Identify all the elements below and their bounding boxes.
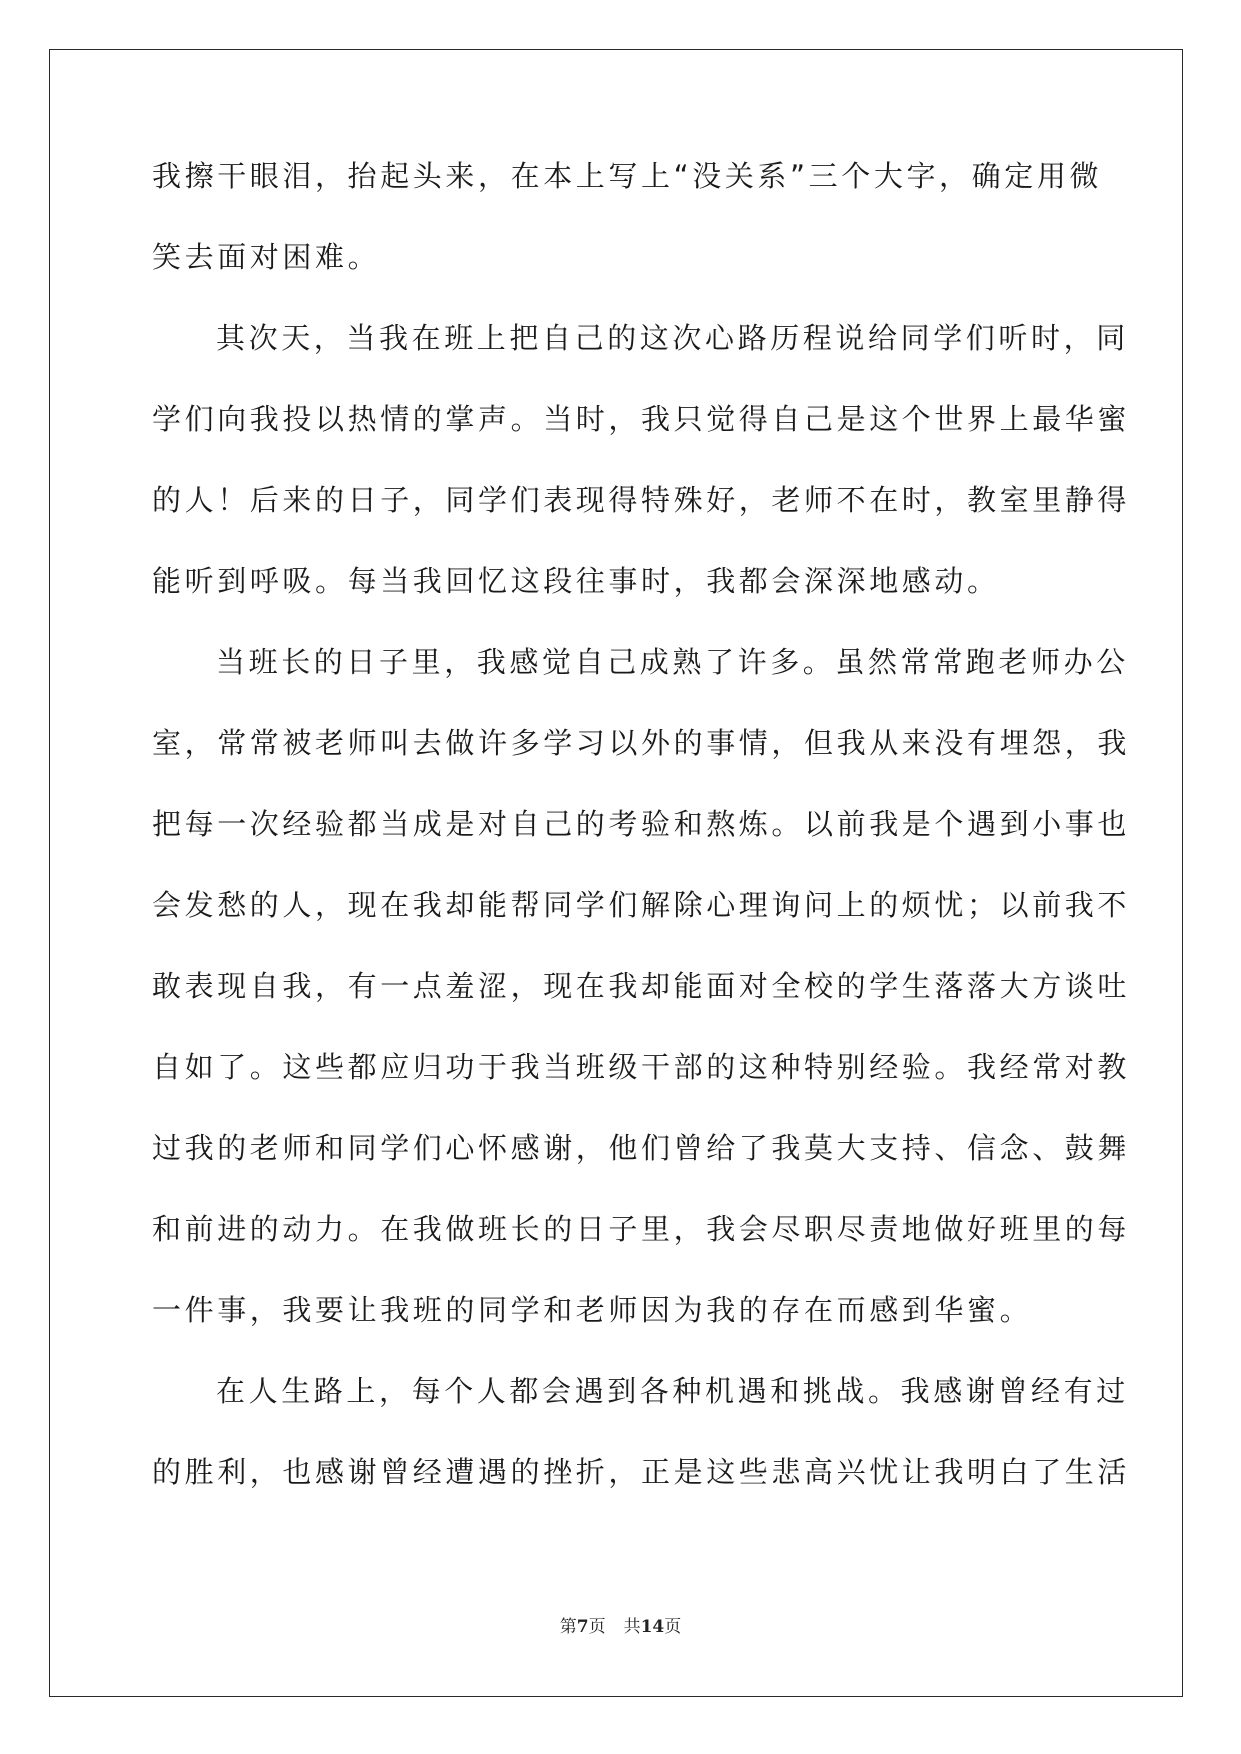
text-line: 学们向我投以热情的掌声。当时，我只觉得自己是这个世界上最华蜜: [152, 402, 1131, 436]
paragraph-start-line: 在人生路上，每个人都会遇到各种机遇和挑战。我感谢曾经有过: [216, 1374, 1129, 1408]
text-line: 笑去面对困难。: [152, 240, 381, 274]
text-line: 一件事，我要让我班的同学和老师因为我的存在而感到华蜜。: [152, 1293, 1033, 1327]
paragraph-start-line: 其次天，当我在班上把自己的这次心路历程说给同学们听时，同: [216, 321, 1129, 355]
page-footer: [0, 1612, 1241, 1637]
text-line: 我擦干眼泪，抬起头来，在本上写上“没关系”三个大字，确定用微: [152, 159, 1103, 193]
document-body: [152, 159, 1131, 1539]
text-line: 能听到呼吸。每当我回忆这段往事时，我都会深深地感动。: [152, 564, 1000, 598]
page-number: 7: [576, 1617, 589, 1637]
total-suffix: 页: [664, 1617, 682, 1637]
text-line: 的胜利，也感谢曾经遭遇的挫折，正是这些悲高兴忧让我明白了生活: [152, 1455, 1131, 1489]
text-line: 敢表现自我，有一点羞涩，现在我却能面对全校的学生落落大方谈吐: [152, 969, 1131, 1003]
text-line: 的人！后来的日子，同学们表现得特殊好，老师不在时，教室里静得: [152, 483, 1131, 517]
paragraph-start-line: 当班长的日子里，我感觉自己成熟了许多。虽然常常跑老师办公: [216, 645, 1129, 679]
text-line: 自如了。这些都应归功于我当班级干部的这种特别经验。我经常对教: [152, 1050, 1131, 1084]
text-line: 把每一次经验都当成是对自己的考验和熬炼。以前我是个遇到小事也: [152, 807, 1131, 841]
total-prefix: 共: [623, 1617, 641, 1637]
text-line: 会发愁的人，现在我却能帮同学们解除心理询问上的烦忧；以前我不: [152, 888, 1131, 922]
total-pages: 14: [640, 1617, 665, 1637]
text-line: 和前进的动力。在我做班长的日子里，我会尽职尽责地做好班里的每: [152, 1212, 1131, 1246]
text-line: 过我的老师和同学们心怀感谢，他们曾给了我莫大支持、信念、鼓舞: [152, 1131, 1131, 1165]
page-prefix: 第: [559, 1617, 577, 1637]
text-line: 室，常常被老师叫去做许多学习以外的事情，但我从来没有埋怨，我: [152, 726, 1131, 760]
page-suffix: 页: [588, 1617, 606, 1637]
